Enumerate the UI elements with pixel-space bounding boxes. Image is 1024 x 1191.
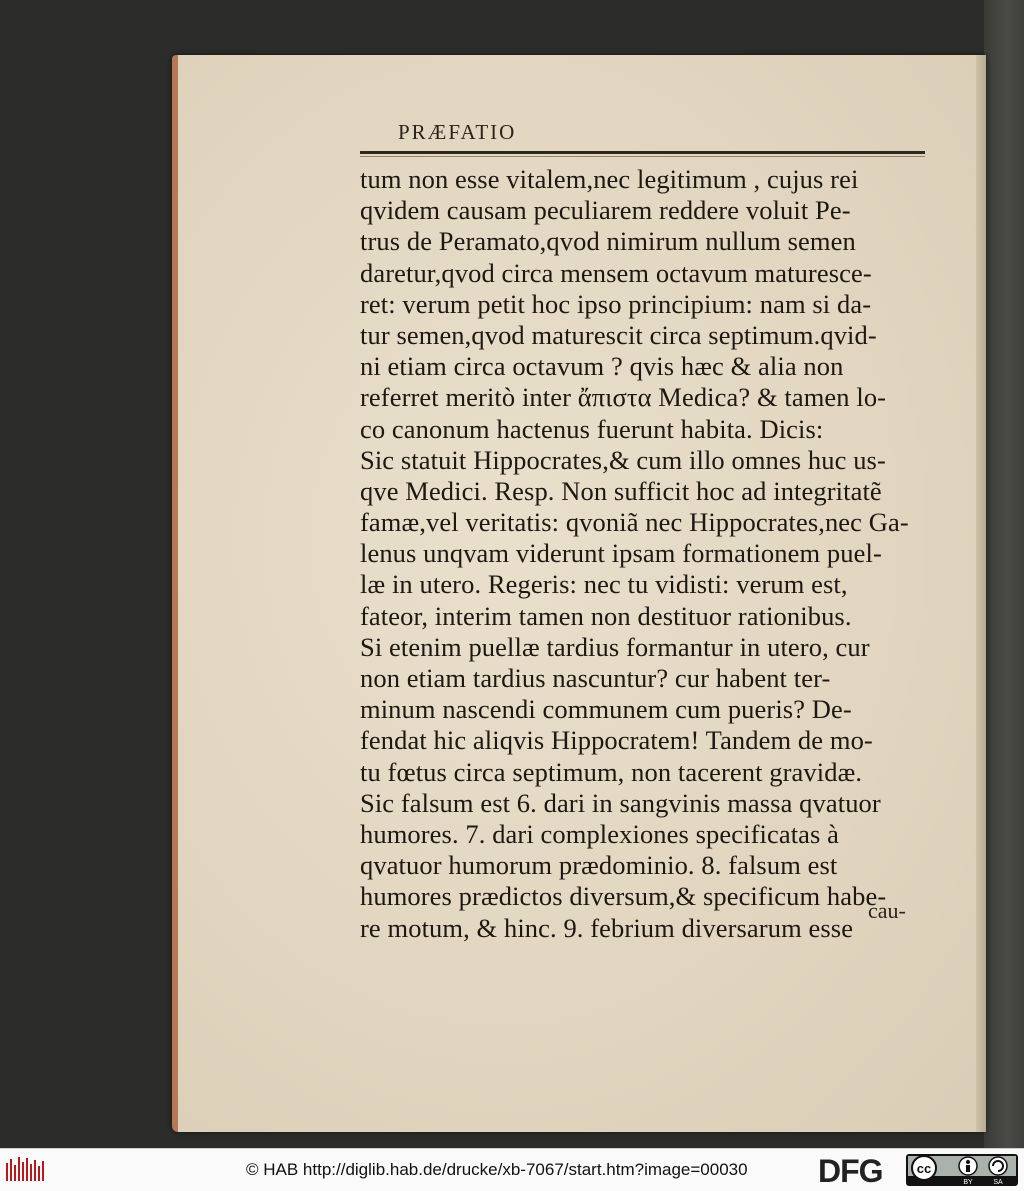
- page-edge: [976, 55, 986, 1132]
- text-line: ret: verum petit hoc ipso principium: nam si da-: [360, 288, 872, 319]
- svg-text:SA: SA: [993, 1179, 1003, 1186]
- dfg-logo: DFG: [818, 1153, 883, 1189]
- text-line: humores. 7. dari complexiones specificatas à: [360, 818, 840, 849]
- credit-link[interactable]: © HAB http://diglib.hab.de/drucke/xb-7067/start.htm?image=00030: [246, 1160, 748, 1179]
- body-text: [360, 164, 930, 944]
- header-rule-thin: [360, 156, 925, 157]
- svg-text:BY: BY: [963, 1179, 973, 1186]
- catchword: cau-: [868, 898, 906, 923]
- text-line: fendat hic aliqvis Hippocratem! Tandem de mo-: [360, 725, 873, 756]
- header-rule: [360, 151, 925, 154]
- text-line: læ in utero. Regeris: nec tu vidisti: verum est,: [360, 569, 848, 600]
- text-line: Sic falsum est 6. dari in sangvinis massa qvatuor: [360, 787, 881, 818]
- text-line: famæ,vel veritatis: qvoniã nec Hippocrates,nec Ga-: [360, 507, 909, 538]
- text-line: trus de Peramato,qvod nimirum nullum semen: [360, 226, 856, 257]
- text-line: ni etiam circa octavum ? qvis hæc & alia non: [360, 351, 844, 382]
- text-line: co canonum hactenus fuerunt habita. Dicis:: [360, 413, 824, 444]
- text-line: referret meritò inter ἄπιστα Medica? & tamen lo-: [360, 382, 887, 413]
- svg-text:cc: cc: [916, 1161, 932, 1176]
- text-line: qve Medici. Resp. Non sufficit hoc ad integritatẽ: [360, 475, 882, 506]
- text-line: humores prædictos diversum,& specificum habe-: [360, 881, 887, 912]
- text-line: re motum, & hinc. 9. febrium diversarum esse: [360, 912, 854, 943]
- text-line: Si etenim puellæ tardius formantur in utero, cur: [360, 631, 870, 662]
- text-line: qvidem causam peculiarem reddere voluit Pe-: [360, 195, 851, 226]
- running-header: PRÆFATIO: [398, 120, 517, 144]
- text-line: lenus unqvam viderunt ipsam formationem puel-: [360, 538, 882, 569]
- text-line: tu fœtus circa septimum, non tacerent gravidæ.: [360, 756, 863, 787]
- text-line: Sic statuit Hippocrates,& cum illo omnes huc us-: [360, 444, 886, 475]
- text-line: non etiam tardius nascuntur? cur habent ter-: [360, 663, 831, 693]
- text-line: tur semen,qvod maturescit circa septimum.qvid-: [360, 319, 877, 350]
- footer-bar: [0, 1148, 1024, 1191]
- text-line: daretur,qvod circa mensem octavum maturesce-: [360, 257, 872, 288]
- hab-logo-icon: [6, 1157, 46, 1183]
- cc-license-icon[interactable]: [906, 1154, 1018, 1186]
- text-line: tum non esse vitalem,nec legitimum , cujus rei: [360, 164, 859, 194]
- viewer-scrollbar[interactable]: [984, 0, 1024, 1148]
- text-line: minum nascendi communem cum pueris? De-: [360, 694, 852, 725]
- text-line: fateor, interim tamen non destituor rationibus.: [360, 600, 852, 631]
- text-line: qvatuor humorum prædominio. 8. falsum est: [360, 850, 838, 881]
